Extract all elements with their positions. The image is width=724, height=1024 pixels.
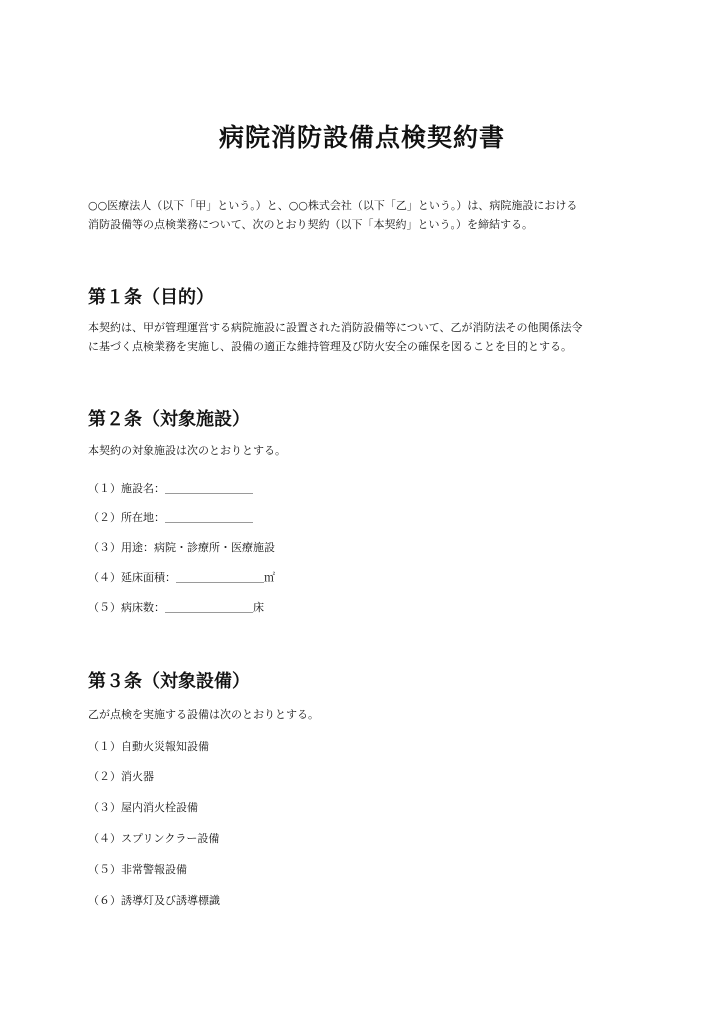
paragraph-line: 本契約は、甲が管理運営する病院施設に設置された消防設備等について、乙が消防法その他関係法令 [88, 321, 583, 334]
list-item: （２）消火器 [88, 770, 154, 783]
list-item: （６）誘導灯及び誘導標識 [88, 894, 220, 907]
paragraph-line: に基づく点検業務を実施し、設備の適正な維持管理及び防火安全の確保を図ることを目的とする。 [88, 340, 572, 353]
paragraph-line: 乙が点検を実施する設備は次のとおりとする。 [88, 708, 319, 721]
list-item: （４）スプリンクラー設備 [88, 832, 220, 845]
article-1-paragraph [88, 318, 648, 356]
intro-paragraph [88, 196, 648, 234]
list-item: （３）屋内消火栓設備 [88, 801, 198, 814]
paragraph-line: 本契約の対象施設は次のとおりとする。 [88, 444, 286, 457]
list-item: （１）自動火災報知設備 [88, 740, 209, 753]
document-title: 病院消防設備点検契約書 [218, 123, 505, 152]
list-item: （２）所在地：＿＿＿＿＿＿＿＿ [88, 511, 253, 524]
article-2-lead [88, 441, 648, 460]
list-item: （１）施設名：＿＿＿＿＿＿＿＿ [88, 482, 253, 495]
article-3-heading: 第３条（対象設備） [88, 671, 250, 692]
list-item: （５）病床数：＿＿＿＿＿＿＿＿床 [88, 601, 264, 614]
article-2-heading: 第２条（対象施設） [88, 409, 250, 430]
intro-line: 消防設備等の点検業務について、次のとおり契約（以下「本契約」という。）を締結する。 [88, 218, 534, 231]
list-item: （４）延床面積：＿＿＿＿＿＿＿＿㎡ [88, 571, 275, 584]
intro-line: ○○医療法人（以下「甲」という。）と、○○株式会社（以下「乙」という。）は、病院施設における [88, 199, 578, 212]
article-3-lead [88, 705, 648, 724]
article-1-heading: 第１条（目的） [88, 287, 214, 308]
list-item: （５）非常警報設備 [88, 863, 187, 876]
list-item: （３）用途：病院・診療所・医療施設 [88, 541, 275, 554]
